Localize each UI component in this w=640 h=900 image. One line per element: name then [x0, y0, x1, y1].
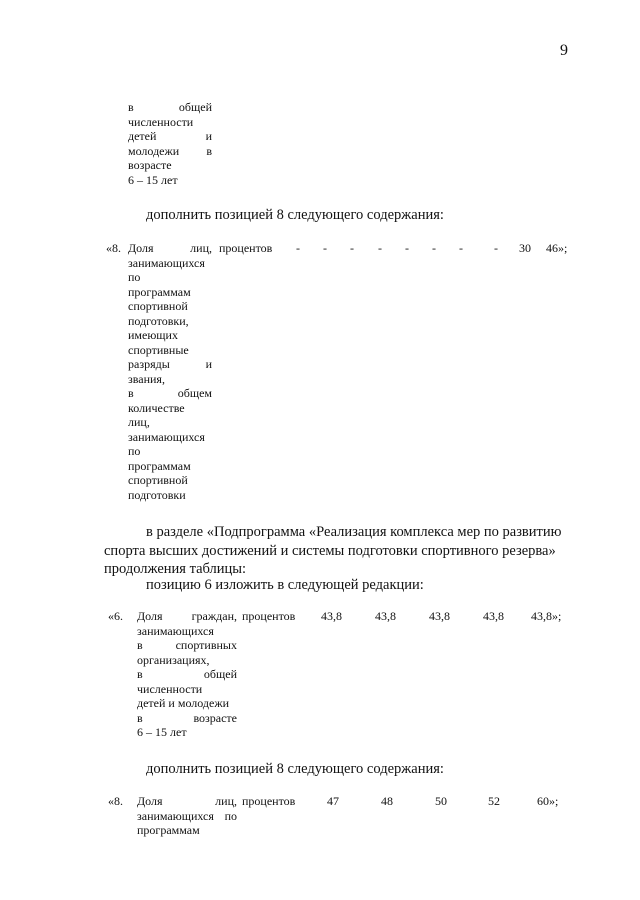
row-6-unit: процентов [242, 609, 296, 623]
page-number: 9 [560, 42, 568, 59]
row-8-name-line: программам [128, 284, 191, 299]
row-6-name-line: Доля граждан, [137, 609, 237, 623]
row-8-dash: - [432, 241, 436, 255]
row-6-value: 43,8 [483, 609, 504, 623]
row-8-name-line: занимающихся [128, 255, 205, 270]
top-fragment-cell [128, 100, 212, 187]
row-8-name-line: в общем [128, 386, 212, 400]
row-6-name-line: 6 – 15 лет [137, 725, 187, 739]
row-8-name-line: спортивной [128, 299, 188, 313]
row-8-name-line: спортивной [128, 473, 188, 487]
row-8-number: «8. [106, 241, 121, 255]
row-8b-value: 52 [488, 794, 500, 808]
row-6-value: 43,8»; [531, 609, 562, 623]
section-paragraph-line: продолжения таблицы: [104, 561, 247, 577]
instruction-replace-position-6: позицию 6 изложить в следующей редакции: [146, 577, 424, 593]
row-8-name-line: Доля лиц, [128, 241, 212, 255]
row-8-name-line: программам [128, 458, 191, 473]
row-8b-value: 48 [381, 794, 393, 808]
top-fragment-line: 6 – 15 лет [128, 172, 178, 187]
row-8-name-line: занимающихся [128, 429, 205, 444]
row-8-name-line: подготовки, [128, 313, 189, 328]
row-8-name-line: по [128, 270, 141, 284]
row-8-name-line: разряды и [128, 357, 212, 371]
row-6-value: 43,8 [375, 609, 396, 623]
row-8b-value: 50 [435, 794, 447, 808]
row-8-dash: - [459, 241, 463, 255]
row-8-dash: - [350, 241, 354, 255]
row-8-name-line: по [128, 444, 141, 458]
instruction-add-position-8: дополнить позицией 8 следующего содержания: [146, 207, 444, 223]
row-8-value: 30 [519, 241, 531, 255]
row-8-name-line: количестве [128, 400, 185, 415]
row-6-name-line: численности [137, 681, 203, 696]
row-6-value: 43,8 [321, 609, 342, 623]
row-6-name-line: детей и молодежи [137, 696, 230, 710]
row-8-name-line: звания, [128, 371, 165, 386]
row-6-name-line: занимающихся [137, 623, 214, 638]
top-fragment-line: в общей [128, 100, 212, 114]
row-8b-value: 47 [327, 794, 339, 808]
row-6-name-line: в спортивных [137, 638, 237, 652]
row-8b-unit: процентов [242, 794, 296, 808]
row-8-dash: - [405, 241, 409, 255]
row-6-value: 43,8 [429, 609, 450, 623]
row-8-name-cell [128, 241, 212, 502]
row-6-name-line: в возрасте [137, 710, 237, 725]
top-fragment-line: численности [128, 114, 194, 129]
row-8-dash: - [296, 241, 300, 255]
row-8-dash: - [494, 241, 498, 255]
section-paragraph-line: спорта высших достижений и системы подготовки спортивного резерва» [104, 543, 556, 559]
row-8b-name-line: Доля лиц, [137, 794, 237, 808]
row-8-name-line: имеющих [128, 328, 178, 342]
row-8b-value: 60»; [537, 794, 559, 808]
row-8-value: 46»; [546, 241, 568, 255]
row-8-dash: - [378, 241, 382, 255]
instruction-add-position-8: дополнить позицией 8 следующего содержания: [146, 761, 444, 777]
row-6-name-cell [137, 609, 237, 740]
row-6-name-line: организациях, [137, 652, 210, 667]
row-8b-number: «8. [108, 794, 123, 808]
row-8-unit: процентов [219, 241, 273, 255]
row-6-name-line: в общей [137, 667, 237, 681]
row-8-name-line: спортивные [128, 342, 189, 357]
row-8-dash: - [323, 241, 327, 255]
row-8b-name-cell [137, 794, 237, 838]
top-fragment-line: детей и [128, 129, 212, 143]
section-paragraph-line: в разделе «Подпрограмма «Реализация комплекса мер по развитию [146, 524, 562, 540]
row-8b-name-line: программам [137, 823, 200, 837]
row-8-name-line: лиц, [128, 415, 150, 429]
row-6-number: «6. [108, 609, 123, 623]
top-fragment-line: молодежи в [128, 143, 212, 158]
row-8b-name-line: занимающихся по [137, 808, 237, 823]
row-8-name-line: подготовки [128, 487, 186, 502]
top-fragment-line: возрасте [128, 158, 172, 172]
